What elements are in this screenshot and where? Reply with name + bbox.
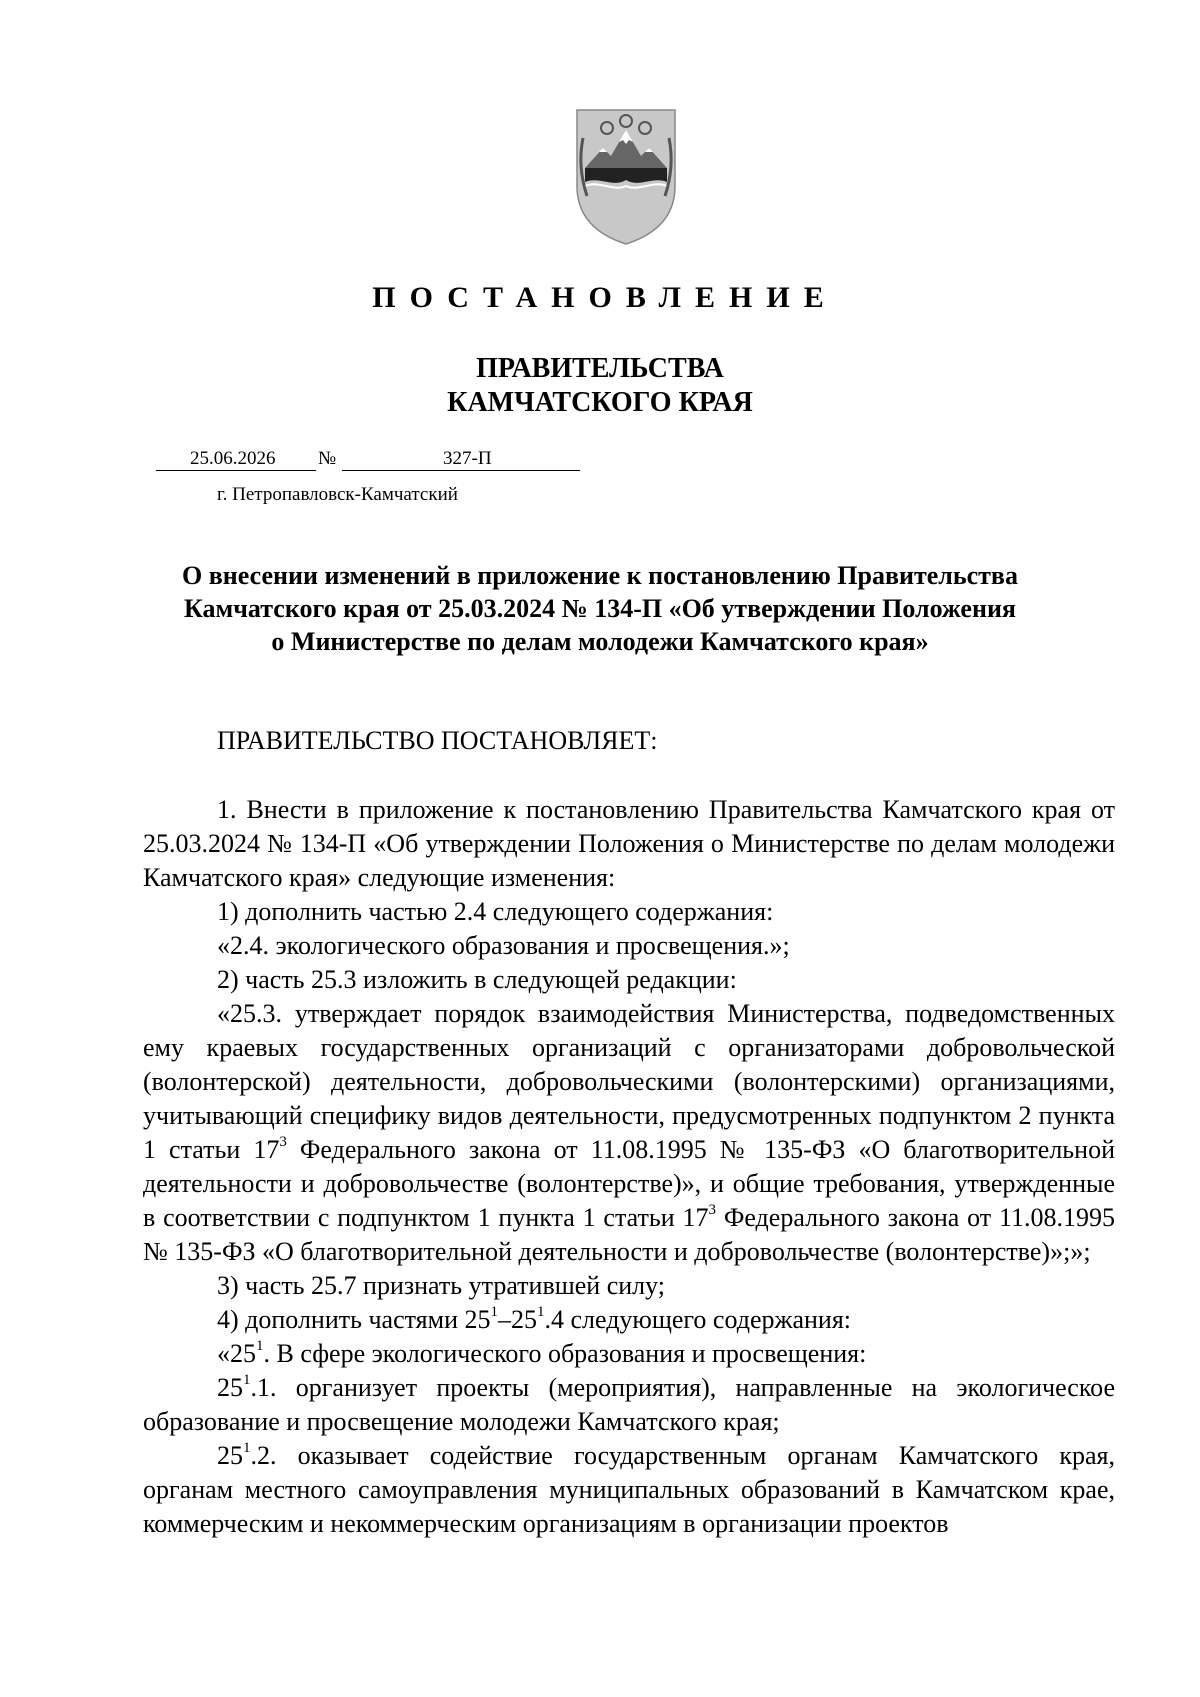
resolves-heading: ПРАВИТЕЛЬСТВО ПОСТАНОВЛЯЕТ: bbox=[217, 726, 658, 755]
paragraph-8-text-b: . В сфере экологического образования и просвещения: bbox=[263, 1339, 867, 1368]
title-line-1: О внесении изменений в приложение к постановлению Правительства bbox=[182, 561, 1018, 590]
paragraph-7-text-a: 4) дополнить частями 25 bbox=[217, 1305, 491, 1334]
paragraph-8 bbox=[143, 1337, 1115, 1371]
number-sign: № bbox=[318, 448, 337, 469]
paragraph-5-text-b: Федерального закона от 11.08.1995 № 135-ФЗ «О благотворительной деятельности и добровольчестве (волонтерстве)», и общие требования, утвержденные в соответствии с подпунктом 1 пункта 1 статьи 17 bbox=[143, 1135, 1115, 1232]
paragraph-5-text-c: Федерального закона от 11.08.1995 № 135-ФЗ «О благотворительной деятельности и добровольчестве (волонтерстве)»;»; bbox=[143, 1203, 1116, 1266]
paragraph-5 bbox=[143, 997, 1115, 1269]
paragraph-10-text-b: .2. оказывает содействие государственным органам Камчатского края, органам местного самоуправления муниципальных образований в Камчатском крае, коммерческим и некоммерческим организациям в организации проектов bbox=[143, 1441, 1115, 1538]
number-underline bbox=[342, 470, 580, 471]
date-underline bbox=[156, 470, 316, 471]
doc-type-heading: ПОСТАНОВЛЕНИЕ bbox=[372, 281, 838, 314]
paragraph-9-sup: 1 bbox=[243, 1372, 251, 1389]
authority-line-1: ПРАВИТЕЛЬСТВА bbox=[476, 353, 724, 384]
paragraph-7-text-b: –25 bbox=[497, 1305, 537, 1334]
title-line-3: о Министерстве по делам молодежи Камчатского края» bbox=[271, 627, 929, 656]
paragraph-6: 3) часть 25.7 признать утратившей силу; bbox=[217, 1271, 666, 1300]
paragraph-7-sup-2: 1 bbox=[536, 1304, 545, 1321]
paragraph-5-sup-1: 3 bbox=[279, 1134, 287, 1151]
paragraph-5-sup-2: 3 bbox=[708, 1202, 716, 1219]
paragraph-7-text-c: .4 следующего содержания: bbox=[544, 1305, 851, 1334]
paragraph-4: 2) часть 25.3 изложить в следующей редакции: bbox=[217, 965, 737, 994]
document-body bbox=[143, 793, 1115, 1541]
paragraph-8-sup: 1 bbox=[256, 1338, 264, 1355]
paragraph-7 bbox=[143, 1303, 1115, 1337]
paragraph-9 bbox=[143, 1371, 1115, 1439]
paragraph-7-sup-1: 1 bbox=[490, 1304, 498, 1321]
paragraph-3: «2.4. экологического образования и просвещения.»; bbox=[217, 931, 790, 960]
paragraph-5-text-a: «25.3. утверждает порядок взаимодействия Министерства, подведомственных ему краевых государственных организаций с организаторами добровольческой (волонтерской) деятельности, добровольческими (волонтерскими) организациями, учитывающий специфику видов деятельности, предусмотренных подпунктом 2 пункта 1 статьи 17 bbox=[143, 999, 1115, 1164]
title-line-2: Камчатского края от 25.03.2024 № 134-П «Об утверждении Положения bbox=[184, 594, 1016, 623]
document-number: 327-П bbox=[443, 448, 492, 469]
paragraph-8-text-a: «25 bbox=[217, 1339, 256, 1368]
document-title bbox=[140, 559, 1060, 658]
paragraph-10 bbox=[143, 1439, 1115, 1541]
paragraph-2: 1) дополнить частью 2.4 следующего содержания: bbox=[217, 897, 774, 926]
paragraph-9-text-a: 25 bbox=[217, 1373, 243, 1402]
paragraph-10-text-a: 25 bbox=[217, 1441, 243, 1470]
city-line: г. Петропавловск-Камчатский bbox=[217, 484, 458, 505]
coat-of-arms-icon bbox=[573, 108, 679, 245]
document-date: 25.06.2026 bbox=[190, 448, 276, 469]
authority-line-2: КАМЧАТСКОГО КРАЯ bbox=[447, 387, 753, 418]
paragraph-10-sup: 1 bbox=[243, 1440, 251, 1457]
paragraph-9-text-b: .1. организует проекты (мероприятия), направленные на экологическое образование и просвещение молодежи Камчатского края; bbox=[143, 1373, 1115, 1436]
paragraph-1: 1. Внести в приложение к постановлению Правительства Камчатского края от 25.03.2024 № 134-П «Об утверждении Положения о Министерстве по делам молодежи Камчатского края» следующие изменения: bbox=[143, 795, 1115, 892]
